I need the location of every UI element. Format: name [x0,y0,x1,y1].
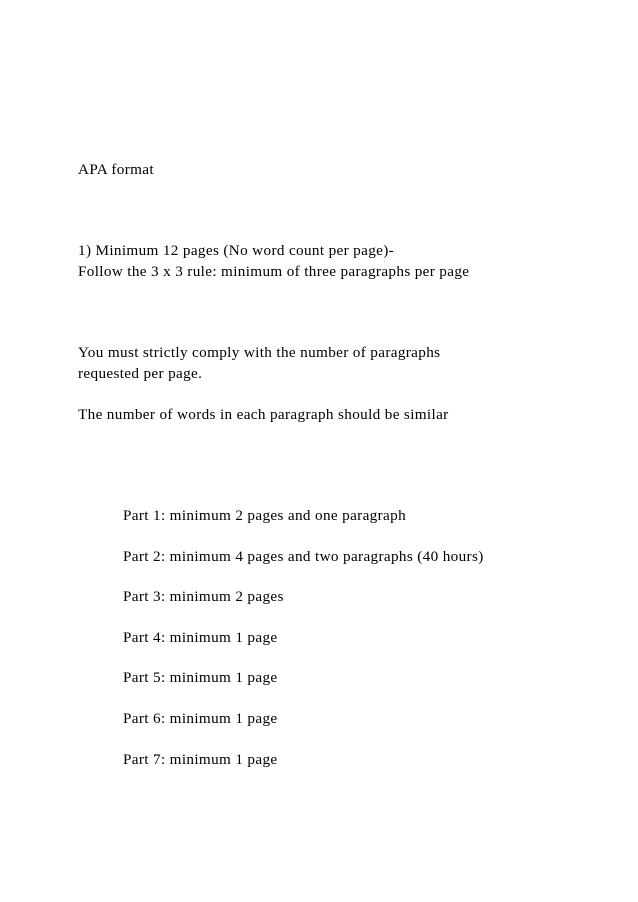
comply-line-continued: requested per page. [78,365,203,382]
requirement-line: 1) Minimum 12 pages (No word count per page)- [78,242,395,259]
part-7-item: Part 7: minimum 1 page [123,751,278,768]
part-6-item: Part 6: minimum 1 page [123,710,278,727]
part-1-item: Part 1: minimum 2 pages and one paragraph [123,507,407,524]
similar-words-line: The number of words in each paragraph should be similar [78,406,449,423]
rule-line: Follow the 3 x 3 rule: minimum of three paragraphs per page [78,263,470,280]
document-title: APA format [78,161,154,178]
part-4-item: Part 4: minimum 1 page [123,629,278,646]
comply-line: You must strictly comply with the number of paragraphs [78,344,441,361]
part-5-item: Part 5: minimum 1 page [123,669,278,686]
part-3-item: Part 3: minimum 2 pages [123,588,284,605]
part-2-item: Part 2: minimum 4 pages and two paragraphs (40 hours) [123,548,484,565]
